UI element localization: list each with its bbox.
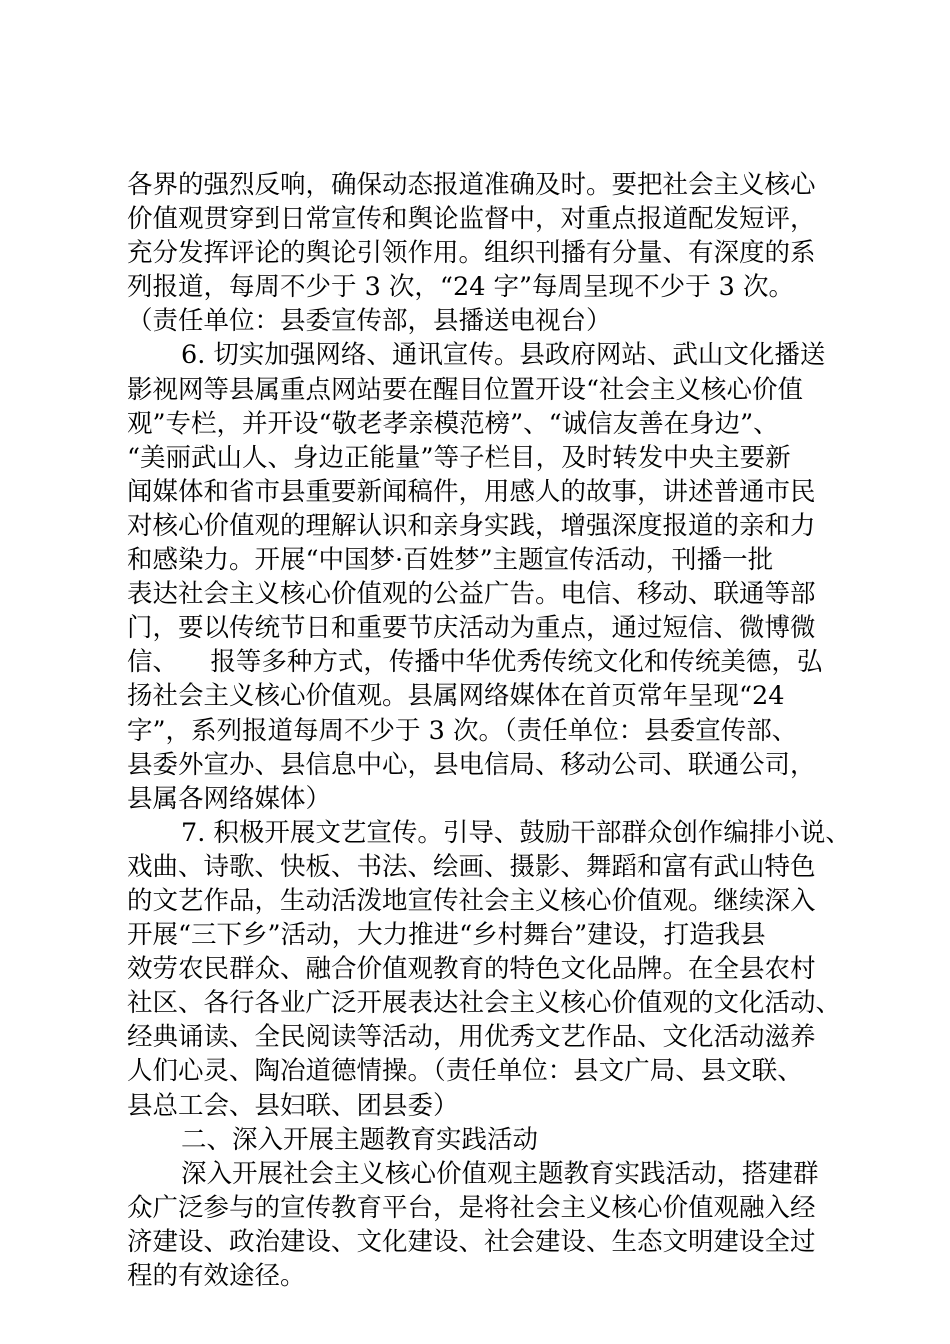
document-body (127, 168, 851, 1293)
text-line: 开展“三下乡”活动，大力推进“乡村舞台”建设，打造我县 (127, 920, 766, 951)
text-line: “美丽武山人、身边正能量”等子栏目，及时转发中央主要新 (127, 442, 791, 473)
text-line: 人们心灵、陶冶道德情操。（责任单位：县文广局、县文联、 (127, 1056, 803, 1087)
text-line: 戏曲、诗歌、快板、书法、绘画、摄影、舞蹈和富有武山特色 (127, 851, 816, 882)
text-line: （责任单位：县委宣传部，县播送电视台） (127, 306, 612, 337)
text-line: 闻媒体和省市县重要新闻稿件，用感人的故事，讲述普通市民 (127, 476, 816, 507)
text-line: 众广泛参与的宣传教育平台，是将社会主义核心价值观融入经 (127, 1192, 816, 1223)
text-line: 对核心价值观的理解认识和亲身实践，增强深度报道的亲和力 (127, 510, 816, 541)
text-line: 充分发挥评论的舆论引领作用。组织刊播有分量、有深度的系 (127, 238, 816, 269)
text-line: 表达社会主义核心价值观的公益广告。电信、移动、联通等部 (127, 579, 816, 610)
text-line: 观”专栏，并开设“敬老孝亲模范榜”、“诚信友善在身边”、 (127, 408, 779, 439)
text-line: 的文艺作品，生动活泼地宣传社会主义核心价值观。继续深入 (127, 885, 816, 916)
text-line: 经典诵读、全民阅读等活动，用优秀文艺作品、文化活动滋养 (127, 1022, 816, 1053)
text-line: 和感染力。开展“中国梦·百姓梦”主题宣传活动，刊播一批 (127, 545, 774, 576)
text-line: 字”，系列报道每周不少于 3 次。（责任单位：县委宣传部、 (127, 715, 798, 746)
text-line: 程的有效途径。 (127, 1261, 306, 1291)
section-heading: 二、深入开展主题教育实践活动 (181, 1124, 539, 1155)
text-line: 效劳农民群众、融合价值观教育的特色文化品牌。在全县农村 (127, 954, 816, 985)
text-line: 县委外宣办、县信息中心，县电信局、移动公司、联通公司， (127, 749, 816, 780)
text-line: 县总工会、县妇联、团县委） (127, 1090, 459, 1121)
text-line: 各界的强烈反响，确保动态报道准确及时。要把社会主义核心 (127, 170, 816, 200)
text-line: 门，要以传统节日和重要节庆活动为重点，通过短信、微博微 (127, 613, 816, 644)
text-line: 县属各网络媒体） (127, 783, 332, 814)
text-line: 扬社会主义核心价值观。县属网络媒体在首页常年呈现“24 (127, 681, 785, 712)
text-line: 影视网等县属重点网站要在醒目位置开设“社会主义核心价值 (127, 374, 804, 405)
text-line: 济建设、政治建设、文化建设、社会建设、生态文明建设全过 (127, 1226, 816, 1257)
text-line: 社区、各行各业广泛开展表达社会主义核心价值观的文化活动、 (127, 988, 842, 1019)
text-line: 价值观贯穿到日常宣传和舆论监督中，对重点报道配发短评， (127, 204, 816, 235)
text-line: 列报道，每周不少于 3 次，“24 字”每周呈现不少于 3 次。 (127, 272, 794, 303)
text-line: 深入开展社会主义核心价值观主题教育实践活动，搭建群 (181, 1158, 819, 1189)
paragraph-heading-6: 6. 切实加强网络、通讯宣传。县政府网站、武山文化播送 (181, 340, 826, 371)
text-line: 信、 报等多种方式，传播中华优秀传统文化和传统美德，弘 (127, 647, 823, 678)
paragraph-heading-7: 7. 积极开展文艺宣传。引导、鼓励干部群众创作编排小说、 (181, 817, 851, 848)
